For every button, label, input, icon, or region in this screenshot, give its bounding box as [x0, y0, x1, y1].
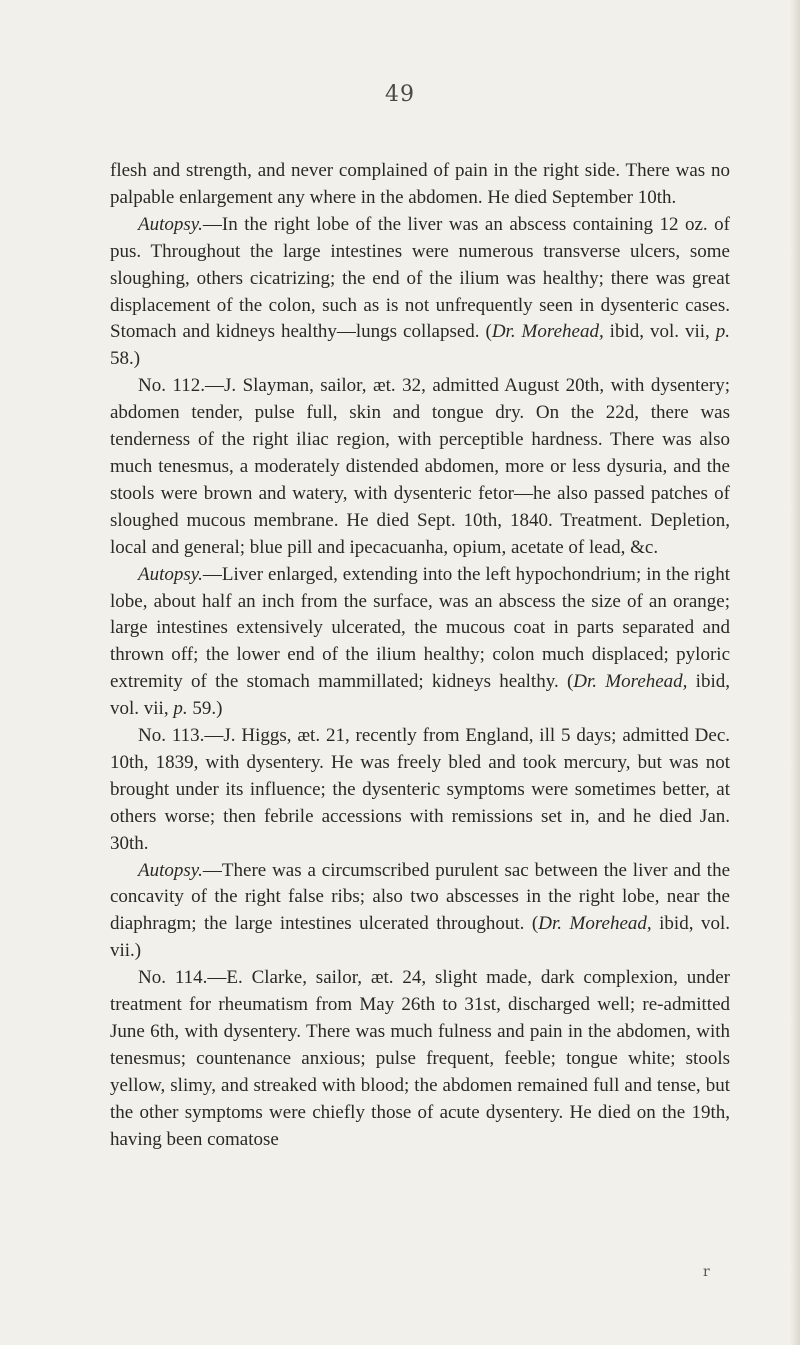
- paragraph: [110, 158, 730, 212]
- text-run: ibid, vol. vii,: [603, 321, 716, 343]
- text-run: No. 112.—J. Slayman, sailor, æt. 32, admitted August 20th, with dysentery; abdomen tender, pulse full, skin and tongue dry. On the 22d, there was tenderness of the right iliac region, with perceptible hardness. There was also much tenesmus, a moderately distended abdomen, more or less dysuria, and the stools were brown and watery, with dysenteric fetor—he also passed patches of sloughed mucous membrane. He died Sept. 10th, 1840. Treatment. Depletion, local and general; blue pill and ipecacuanha, opium, acetate of lead, &c.: [110, 375, 730, 558]
- stray-print-mark: r: [703, 1264, 710, 1280]
- italic-text-run: Autopsy.: [138, 563, 203, 585]
- text-run: —There was a circumscribed purulent sac between the liver and the concavity of the right false ribs; also two abscesses in the right lobe, near the diaphragm; the large intestines ulcerated throughout. (: [110, 859, 730, 935]
- page-number: 49: [385, 82, 415, 107]
- italic-text-run: Autopsy.: [138, 213, 203, 235]
- text-run: —Liver enlarged, extending into the left hypochondrium; in the right lobe, about half an inch from the surface, was an abscess the size of an orange; large intestines extensively ulcerated, the mucous coat in parts separated and thrown off; the lower end of the ilium healthy; colon much displaced; pyloric extremity of the stomach mammillated; kidneys healthy. (: [110, 563, 730, 693]
- body-text: [110, 158, 730, 1154]
- paragraph: [110, 723, 730, 858]
- paragraph: [110, 562, 730, 723]
- paragraph: [110, 212, 730, 373]
- text-run: ibid, vol. vii.): [110, 913, 730, 962]
- italic-text-run: p.: [173, 698, 188, 720]
- text-run: ibid, vol. vii,: [110, 671, 730, 720]
- text-run: flesh and strength, and never complained of pain in the right side. There was no palpable enlargement any where in the abdomen. He died September 10th.: [110, 160, 730, 208]
- italic-text-run: p.: [715, 321, 730, 343]
- text-run: 59.): [187, 698, 223, 720]
- paragraph: [110, 858, 730, 966]
- text-run: No. 114.—E. Clarke, sailor, æt. 24, slight made, dark complexion, under treatment for rheumatism from May 26th to 31st, discharged well; re-admitted June 6th, with dysentery. There was much fulness and pain in the abdomen, with tenesmus; countenance anxious; pulse frequent, feeble; tongue white; stools yellow, slimy, and streaked with blood; the abdomen remained full and tense, but the other symptoms were chiefly those of acute dysentery. He died on the 19th, having been comatose: [110, 967, 730, 1150]
- italic-text-run: Autopsy.: [138, 859, 203, 881]
- page-edge-shadow: [790, 0, 800, 1345]
- paragraph: [110, 965, 730, 1153]
- text-run: —In the right lobe of the liver was an abscess containing 12 oz. of pus. Throughout the large intestines were numerous transverse ulcers, some sloughing, others cicatrizing; the end of the ilium was healthy; there was great displacement of the colon, such as is not unfrequently seen in dysenteric cases. Stomach and kidneys healthy—lungs collapsed. (: [110, 213, 730, 343]
- text-run: No. 113.—J. Higgs, æt. 21, recently from England, ill 5 days; admitted Dec. 10th, 1839, with dysentery. He was freely bled and took mercury, but was not brought under its influence; the dysenteric symptoms were sometimes better, at others worse; then febrile accessions with remissions set in, and he died Jan. 30th.: [110, 725, 730, 854]
- italic-text-run: Dr. Morehead,: [538, 913, 652, 935]
- italic-text-run: Dr. Morehead,: [491, 321, 604, 343]
- italic-text-run: Dr. Morehead,: [573, 671, 688, 693]
- paragraph: [110, 373, 730, 561]
- text-run: 58.): [110, 348, 141, 370]
